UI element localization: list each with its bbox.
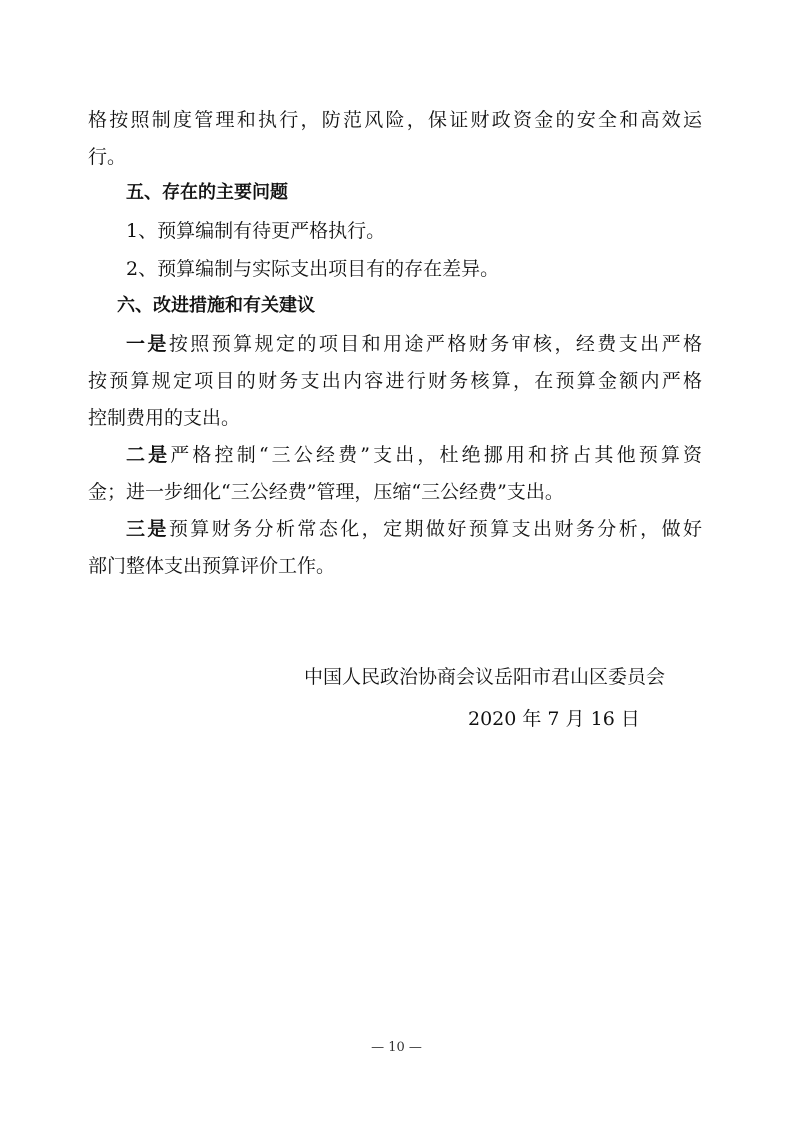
paragraph-line: 行。 [88,146,127,168]
section-heading-measures: 六、改进措施和有关建议 [117,295,315,316]
list-item: 1、预算编制有待更严格执行。 [126,220,386,242]
signature-organization: 中国人民政治协商会议岳阳市君山区委员会 [304,666,666,688]
section-heading-problems: 五、存在的主要问题 [126,182,288,203]
paragraph-line: 格按照制度管理和执行，防范风险，保证财政资金的安全和高效运 [88,109,702,131]
paragraph-text: 预算财务分析常态化，定期做好预算支出财务分析，做好 [168,518,702,540]
paragraph-line [126,442,702,468]
paragraph-line: 按预算规定项目的财务支出内容进行财务核算，在预算金额内严格 [88,370,702,392]
paragraph-lead: 二是 [126,444,171,466]
paragraph-text: 按照预算规定的项目和用途严格财务审核，经费支出严格 [168,333,702,355]
paragraph-line: 控制费用的支出。 [88,407,241,429]
paragraph-line [126,331,702,357]
paragraph-lead: 三是 [126,518,169,540]
paragraph-line: 部门整体支出预算评价工作。 [88,555,336,577]
paragraph-line: 金；进一步细化“三公经费”管理，压缩“三公经费”支出。 [88,481,564,503]
page-number: — 10 — [371,1040,422,1055]
signature-date: 2020 年 7 月 16 日 [468,708,640,730]
list-item: 2、预算编制与实际支出项目有的存在差异。 [126,258,500,280]
paragraph-text: 严格控制“三公经费”支出，杜绝挪用和挤占其他预算资 [170,444,702,466]
paragraph-line [126,516,702,542]
paragraph-lead: 一是 [126,333,169,355]
